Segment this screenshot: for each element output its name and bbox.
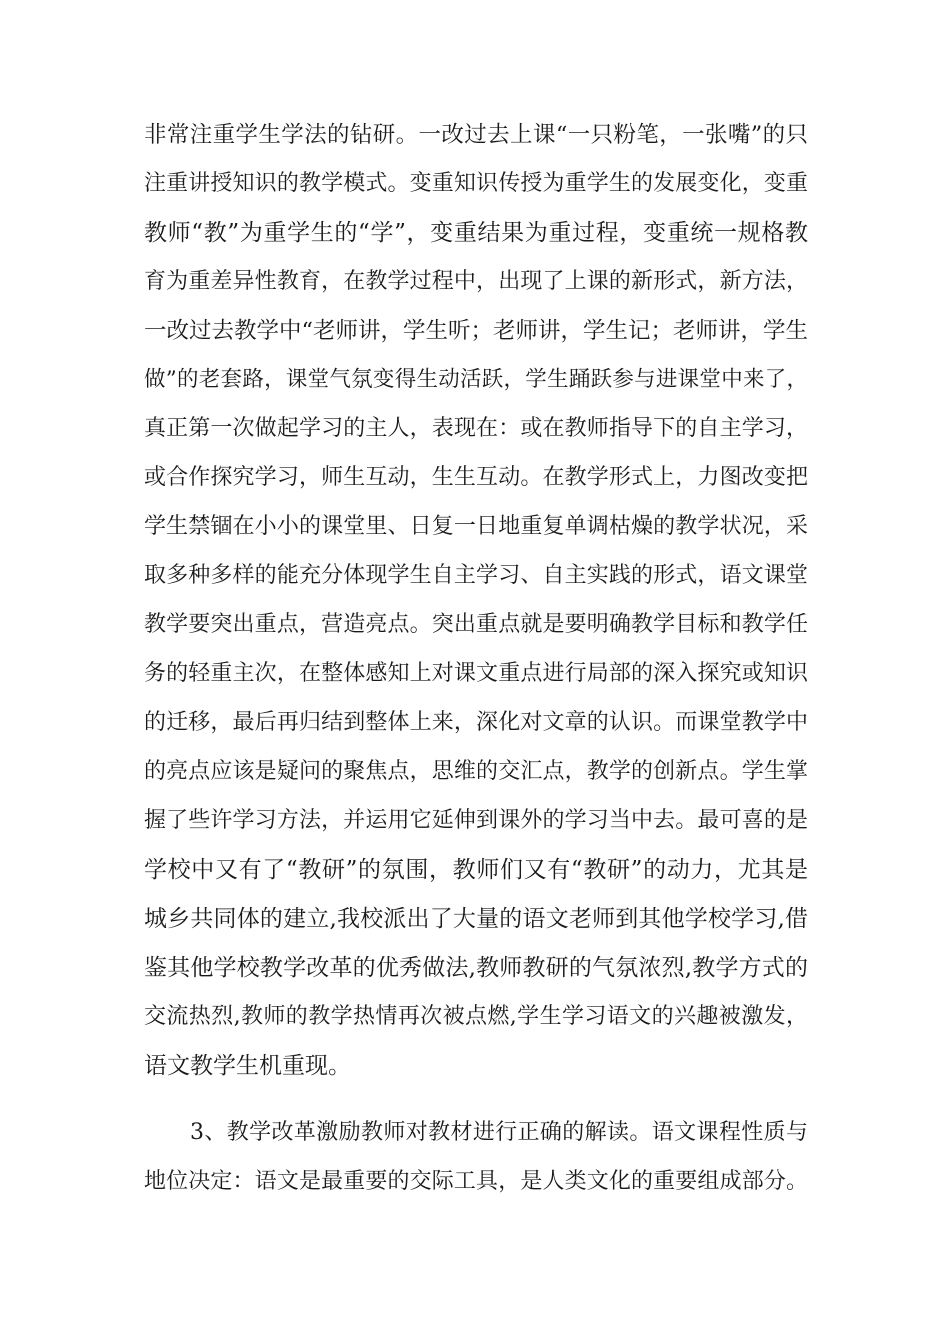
text-line: 教学要突出重点，营造亮点。突出重点就是要明确教学目标和教学任 — [144, 612, 808, 637]
text-line: 取多种多样的能充分体现学生自主学习、自主实践的形式，语文课堂 — [144, 563, 808, 588]
text-line: 地位决定：语文是最重要的交际工具，是人类文化的重要组成部分。 — [144, 1169, 808, 1194]
text-line: 或合作探究学习，师生互动，生生互动。在教学形式上，力图改变把 — [144, 465, 808, 490]
text-line: 务的轻重主次，在整体感知上对课文重点进行局部的深入探究或知识 — [144, 661, 808, 686]
text-line: 做”的老套路，课堂气氛变得生动活跃，学生踊跃参与进课堂中来了， — [144, 367, 808, 392]
text-line: 教师“教”为重学生的“学”，变重结果为重过程，变重统一规格教 — [144, 220, 808, 246]
text-line: 的亮点应该是疑问的聚焦点，思维的交汇点，教学的创新点。学生掌 — [144, 759, 808, 784]
text-line: 鉴其他学校教学改革的优秀做法,教师教研的气氛浓烈,教学方式的 — [144, 955, 808, 981]
text-line: 一改过去教学中“老师讲，学生听；老师讲，学生记；老师讲，学生 — [144, 318, 809, 344]
text-line: 3、教学改革激励教师对教材进行正确的解读。语文课程性质与 — [190, 1120, 808, 1145]
text-line: 育为重差异性教育，在教学过程中，出现了上课的新形式，新方法， — [144, 269, 808, 294]
text-line: 学生禁锢在小小的课堂里、日复一日地重复单调枯燥的教学状况，采 — [144, 514, 808, 539]
text-line: 非常注重学生学法的钻研。一改过去上课“一只粉笔，一张嘴”的只 — [144, 122, 808, 148]
text-line: 学校中又有了“教研”的氛围，教师们又有“教研”的动力，尤其是 — [144, 857, 808, 883]
text-line: 注重讲授知识的教学模式。变重知识传授为重学生的发展变化，变重 — [144, 171, 808, 196]
text-line: 交流热烈,教师的教学热情再次被点燃,学生学习语文的兴趣被激发， — [144, 1004, 808, 1029]
text-line: 的迁移，最后再归结到整体上来，深化对文章的认识。而课堂教学中 — [144, 710, 808, 735]
text-line: 握了些许学习方法，并运用它延伸到课外的学习当中去。最可喜的是 — [144, 808, 808, 833]
text-line: 城乡共同体的建立,我校派出了大量的语文老师到其他学校学习,借 — [144, 906, 808, 932]
text-line: 真正第一次做起学习的主人，表现在：或在教师指导下的自主学习， — [144, 416, 808, 441]
text-line: 语文教学生机重现。 — [144, 1053, 351, 1079]
